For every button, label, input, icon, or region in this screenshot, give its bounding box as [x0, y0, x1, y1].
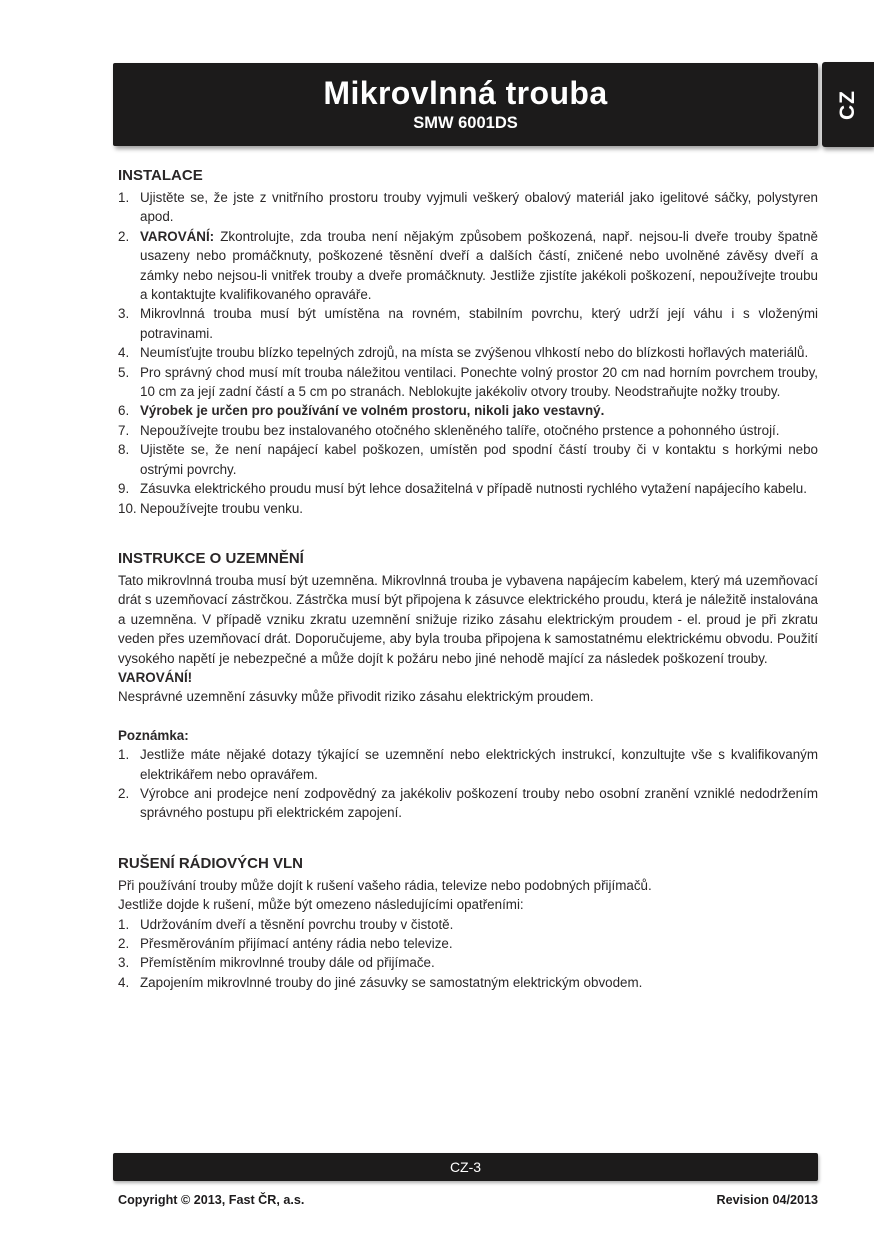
list-item — [118, 953, 818, 972]
list-item-number: 8. — [118, 442, 130, 458]
paragraph — [118, 876, 818, 895]
list-item — [118, 499, 818, 518]
list-item-number: 7. — [118, 422, 130, 438]
paragraph — [118, 895, 818, 914]
text-run: Udržováním dveří a těsnění povrchu trouby v čistotě. — [140, 916, 454, 932]
text-run: Ujistěte se, že není napájecí kabel poškozen, umístěn pod spodní částí trouby či v kontaktu s horkými nebo ostrými povrchy. — [140, 442, 818, 477]
list-item — [118, 363, 818, 402]
list-item-number: 10. — [118, 500, 137, 516]
list-item-number: 5. — [118, 364, 130, 380]
list-item-text — [140, 343, 818, 362]
text-run: Výrobce ani prodejce není zodpovědný za jakékoliv poškození trouby nebo osobní zranění vzniklé nedodržením správného postupu při elektrickém zapojení. — [140, 785, 818, 821]
list-item-text — [140, 227, 818, 305]
page-number: CZ-3 — [449, 1159, 482, 1175]
text-run: Zásuvka elektrického proudu musí být lehce dosažitelná v případě nutnosti rychlého vytažení napájecího kabelu. — [140, 481, 807, 497]
list-item-text — [140, 499, 818, 518]
list-item — [118, 934, 818, 953]
section — [118, 549, 818, 823]
text-run: Jestliže máte nějaké dotazy týkající se uzemnění nebo elektrických instrukcí, konzultujte vše s kvalifikovaným elektrikářem nebo opravářem. — [140, 747, 818, 782]
text-run: Mikrovlnná trouba musí být umístěna na rovném, stabilním povrchu, který udrží její váhu i s vloženými potravinami. — [140, 306, 818, 341]
list-item — [118, 343, 818, 362]
numbered-list — [118, 745, 818, 823]
list-item-text — [140, 304, 818, 343]
list-item-number: 3. — [118, 955, 130, 971]
footer-meta — [118, 1193, 818, 1207]
paragraph — [118, 687, 818, 706]
list-item-text — [140, 363, 818, 402]
list-item-number: 2. — [118, 785, 130, 801]
list-item — [118, 915, 818, 934]
list-item-text — [140, 915, 818, 934]
list-item-text — [140, 440, 818, 479]
list-item-number: 6. — [118, 403, 130, 419]
page-title: Mikrovlnná trouba — [323, 75, 608, 112]
numbered-list — [118, 188, 818, 518]
text-run: Při používání trouby může dojít k rušení vašeho rádia, televize nebo podobných přijímačů. — [118, 877, 652, 893]
text-run: Jestliže dojde k rušení, může být omezeno následujícími opatřeními: — [118, 897, 524, 913]
list-item-number: 4. — [118, 345, 130, 361]
list-item — [118, 973, 818, 992]
list-item — [118, 440, 818, 479]
text-run: Pro správný chod musí mít trouba náležitou ventilaci. Ponechte volný prostor 20 cm nad horním povrchem trouby, 10 cm za její zadní částí a 5 cm po stranách. Neblokujte jakékoliv otvory trouby. Neodstraňujte nožky trouby. — [140, 364, 818, 400]
list-item-number: 4. — [118, 974, 130, 990]
list-item — [118, 479, 818, 498]
list-item-number: 1. — [118, 747, 130, 763]
list-item-number: 1. — [118, 190, 130, 205]
list-item-number: 3. — [118, 306, 130, 322]
section — [118, 854, 818, 992]
list-item-text — [140, 421, 818, 440]
subheading: Poznámka: — [118, 727, 189, 743]
list-item-text — [140, 401, 818, 420]
bold-text: VAROVÁNÍ: — [140, 228, 215, 244]
text-run: Neumísťujte troubu blízko tepelných zdrojů, na místa se zvýšenou vlhkostí nebo do blízkosti hořlavých materiálů. — [140, 345, 809, 361]
list-item — [118, 227, 818, 305]
text-run: Nepoužívejte troubu bez instalovaného otočného skleněného talíře, otočného prstence a pohonného ústrojí. — [140, 422, 780, 438]
text-run: Nesprávné uzemnění zásuvky může přivodit riziko zásahu elektrickým proudem. — [118, 689, 594, 705]
content-sections — [118, 166, 818, 992]
revision-text: Revision 04/2013 — [716, 1193, 818, 1207]
section-heading: RUŠENÍ RÁDIOVÝCH VLN — [118, 854, 304, 872]
section-heading: INSTRUKCE O UZEMNĚNÍ — [118, 549, 304, 567]
text-run: Přesměrováním přijímací antény rádia nebo televize. — [140, 936, 453, 951]
list-item-text — [140, 973, 818, 992]
list-item — [118, 784, 818, 823]
text-run: Nepoužívejte troubu venku. — [140, 500, 304, 516]
list-item-number: 1. — [118, 916, 130, 932]
list-item-text — [140, 934, 818, 953]
list-item-number: 2. — [118, 228, 130, 244]
model-number: SMW 6001DS — [413, 113, 518, 132]
list-item-text — [140, 745, 818, 784]
text-run: Zapojením mikrovlnné trouby do jiné zásuvky se samostatným elektrickým obvodem. — [140, 974, 643, 990]
bold-text: Výrobek je určen pro používání ve volném prostoru, nikoli jako vestavný. — [140, 403, 605, 419]
list-item-number: 9. — [118, 481, 130, 497]
list-item-text — [140, 784, 818, 823]
text-run: Ujistěte se, že jste z vnitřního prostoru trouby vyjmuli veškerý obalový materiál jako igelitové sáčky, polystyren apod. — [140, 190, 818, 225]
section — [118, 166, 818, 518]
language-tab-label: CZ — [836, 89, 859, 120]
text-run: Zkontrolujte, zda trouba není nějakým způsobem poškozená, např. nejsou-li dveře trouby špatně usazeny nebo promáčknuty, poškozené těsnění dveří a dalších částí, zničené nebo uvolněné závěsy dveří a zámky nebo nejsou-li vnitřek trouby a dveře promáčknuty. Jestliže zjistíte jakékoli poškození, nepoužívejte troubu a kontaktujte kvalifikovaného opraváře. — [140, 228, 818, 303]
numbered-list — [118, 915, 818, 993]
list-item — [118, 745, 818, 784]
text-run: Tato mikrovlnná trouba musí být uzemněna. Mikrovlnná trouba je vybavena napájecím kabelem, který má uzemňovací drát s uzemňovací zástrčkou. Zástrčka musí být připojena k zásuvce elektrického proudu, která je náležitě instalována a uzemněna. V případě vzniku zkratu uzemnění snižuje riziko zásahu elektrickým proudem - el. proud je při zkratu veden přes uzemňovací drát. Doporučujeme, aby byla trouba připojena k samostatnému elektrickému obvodu. Použití vysokého napětí je nebezpečné a může dojít k požáru nebo jiné nehodě mající za následek poškození trouby. — [118, 572, 818, 666]
text-run: Přemístěním mikrovlnné trouby dále od přijímače. — [140, 955, 435, 971]
list-item-text — [140, 188, 818, 227]
copyright-text: Copyright © 2013, Fast ČR, a.s. — [118, 1193, 305, 1207]
list-item — [118, 401, 818, 420]
footer-page-bar — [113, 1153, 818, 1181]
paragraph — [118, 571, 818, 668]
list-item-number: 2. — [118, 936, 130, 951]
section-heading: INSTALACE — [118, 167, 203, 184]
subheading: VAROVÁNÍ! — [118, 669, 193, 685]
list-item — [118, 421, 818, 440]
list-item — [118, 188, 818, 227]
list-item-text — [140, 479, 818, 498]
list-item — [118, 304, 818, 343]
header-bar — [113, 63, 818, 146]
language-tab — [822, 62, 874, 147]
list-item-text — [140, 953, 818, 972]
